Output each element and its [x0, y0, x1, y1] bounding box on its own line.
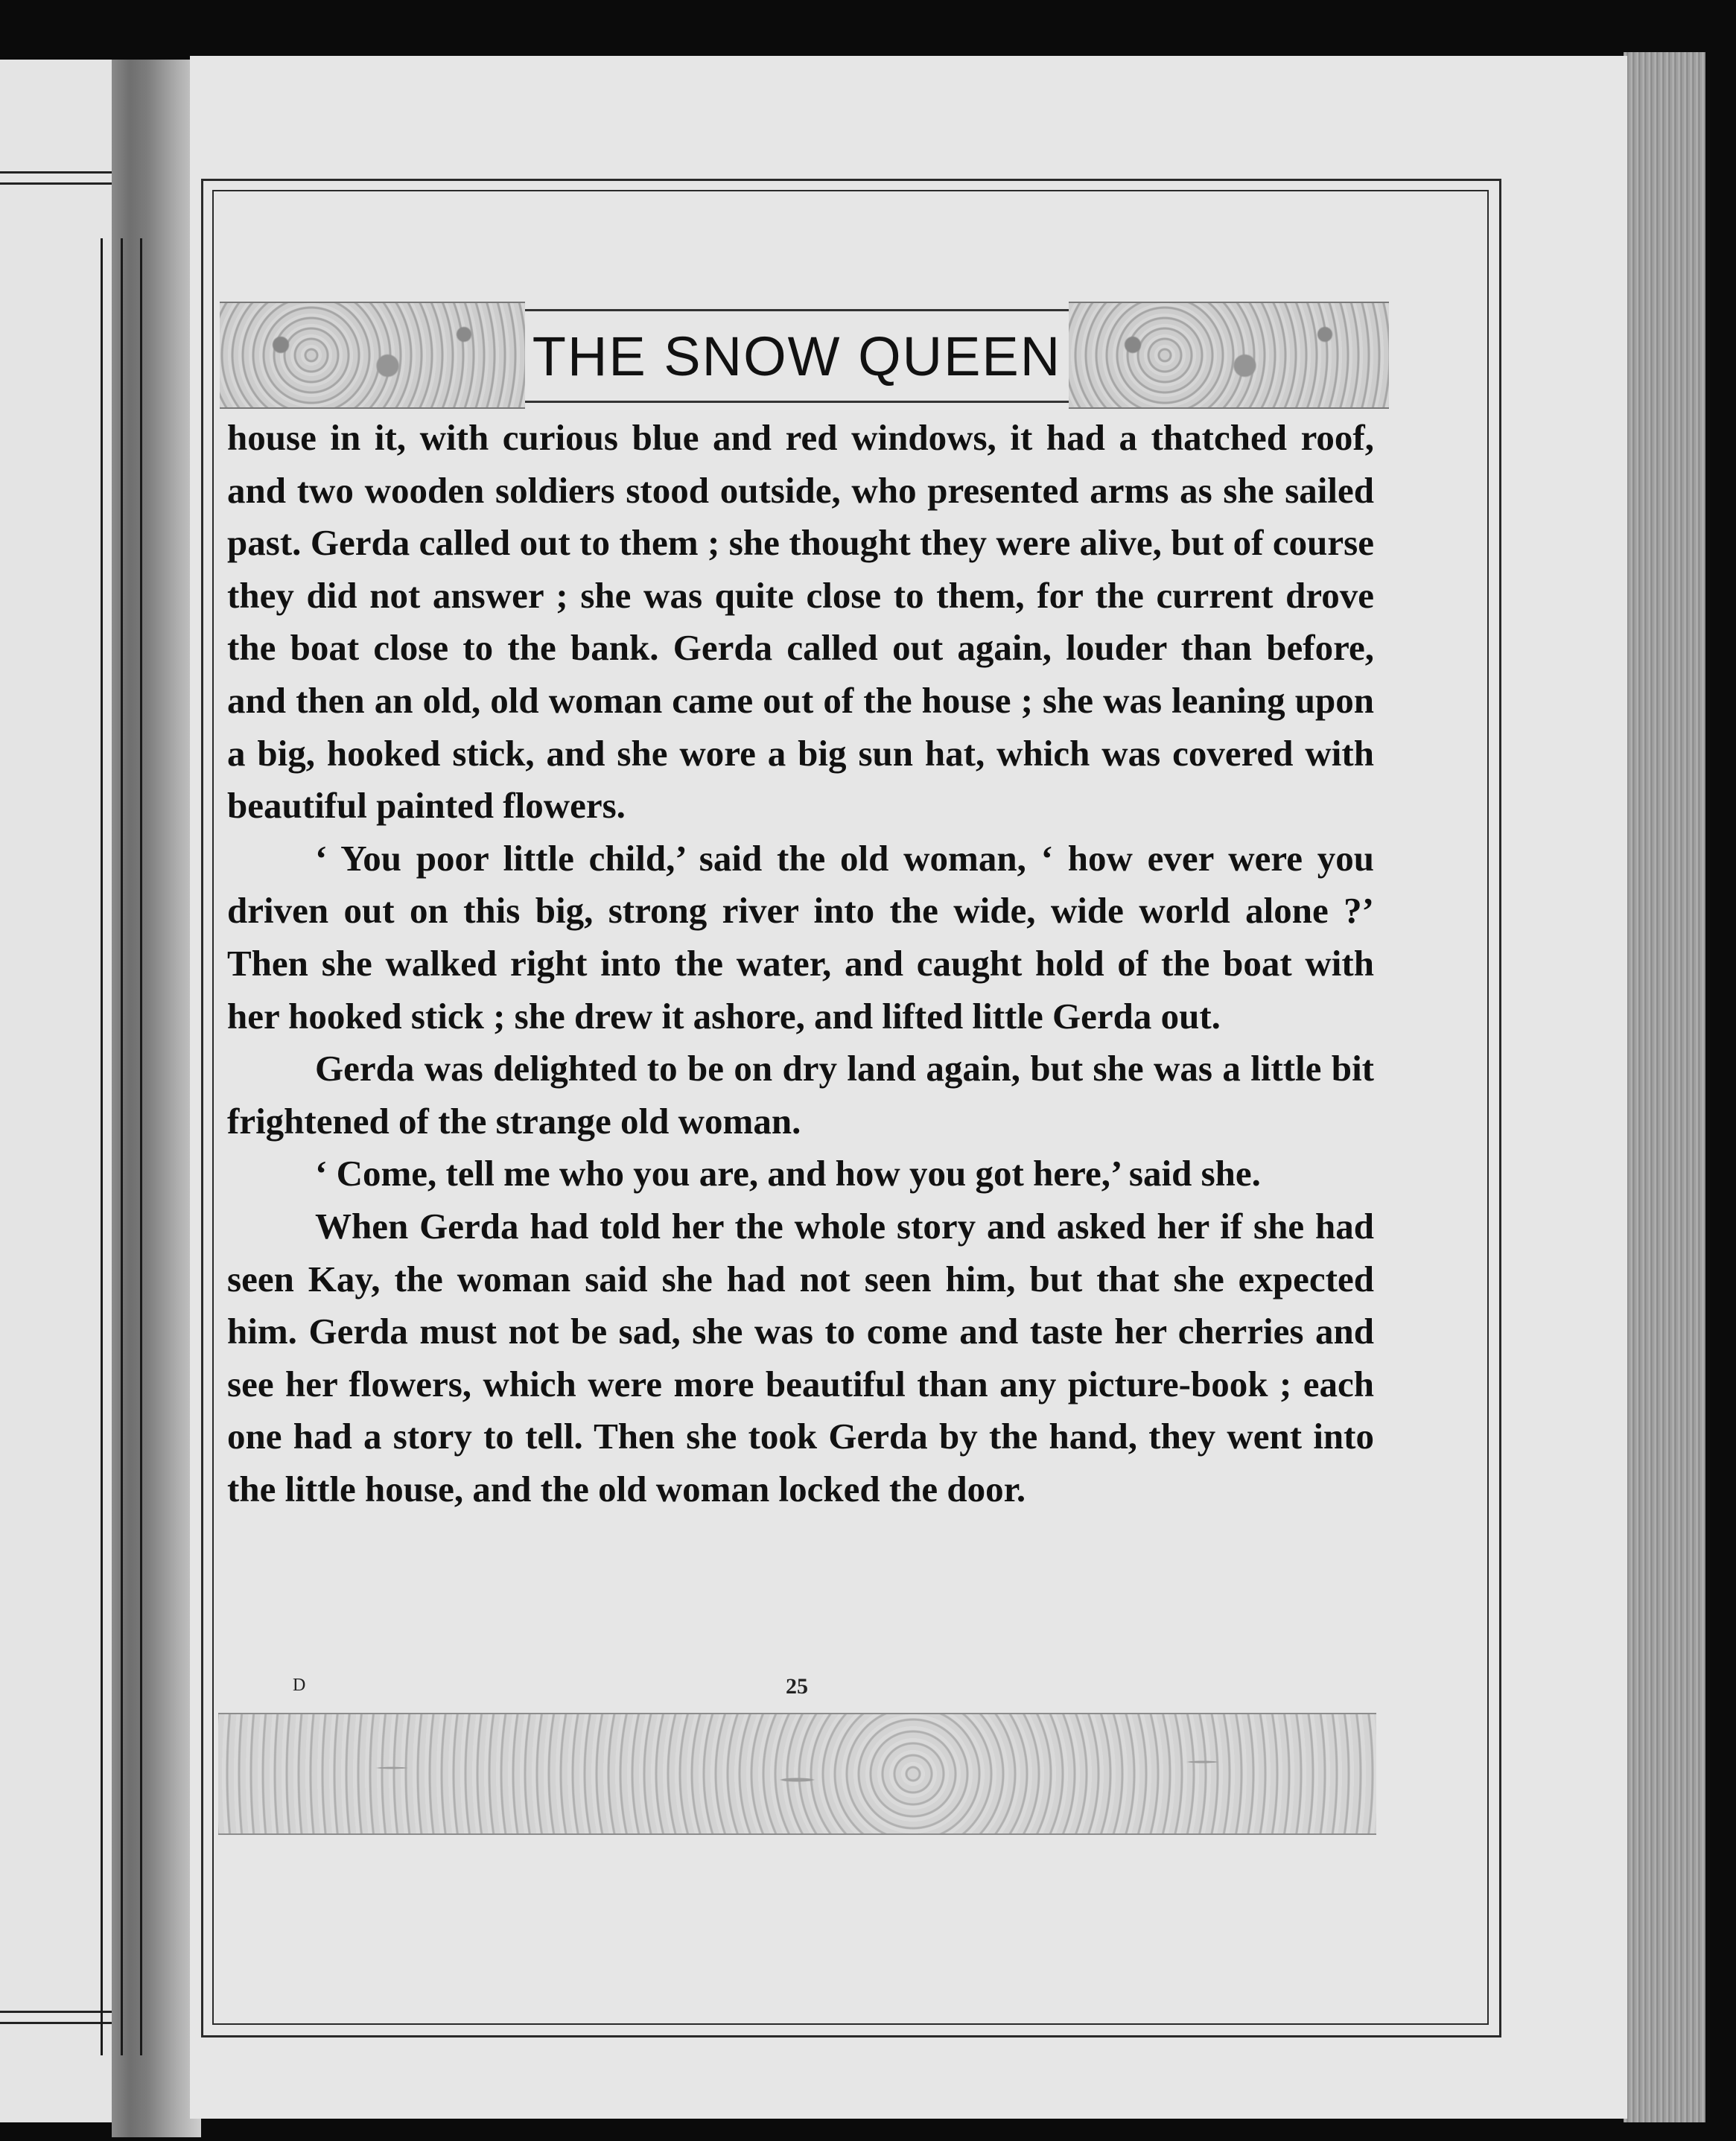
running-head-box: [525, 309, 1069, 403]
paragraph: ‘ Come, tell me who you are, and how you got here,’ said she.: [315, 1153, 1261, 1194]
book-gutter: [112, 60, 201, 2137]
facing-page-rule: [0, 2022, 130, 2024]
facing-page-rule: [0, 2011, 130, 2013]
paragraph: When Gerda had told her the whole story and asked her if she had seen Kay, the woman said she had not seen him, but that she expected him. Gerda must not be sad, she was to come and taste her cherries and see her flowers, which were more beautiful than any picture-book ; each one had a story to tell. Then she took Gerda by the hand, they went into the little house, and the old woman locked the door.: [227, 1205, 1374, 1509]
gutter-rule: [121, 238, 123, 2055]
body-text: [227, 412, 1374, 1515]
facing-page-rule: [0, 171, 130, 174]
gutter-rule: [101, 238, 103, 2055]
page-edges: [1624, 52, 1705, 2122]
facing-page-rule: [0, 182, 130, 185]
running-head: THE SNOW QUEEN: [532, 325, 1062, 387]
facing-page-edge: [0, 60, 130, 2122]
header-ornament-left: [220, 302, 525, 409]
paragraph: house in it, with curious blue and red windows, it had a thatched roof, and two wooden soldiers stood outside, who presented arms as she sailed past. Gerda called out to them ; she thought they were alive, but of course they did not answer ; she was quite close to them, for the current drove the boat close to the bank. Gerda called out again, louder than before, and then an old, old woman came out of the house ; she was leaning upon a big, hooked stick, and she wore a big sun hat, which was covered with beautiful painted flowers.: [227, 417, 1374, 827]
header-band: [220, 302, 1389, 406]
header-ornament-right: [1069, 302, 1389, 409]
gutter-rule: [140, 238, 142, 2055]
paragraph: Gerda was delighted to be on dry land again, but she was a little bit frightened of the strange old woman.: [227, 1048, 1374, 1142]
signature-mark: D: [293, 1676, 306, 1695]
paragraph: ‘ You poor little child,’ said the old woman, ‘ how ever were you driven out on this big, strong river into the wide, wide world alone ?’ Then she walked right into the water, and caught hold of the boat with her hooked stick ; she drew it ashore, and lifted little Gerda out.: [227, 837, 1374, 1037]
footer-ornament: [218, 1713, 1376, 1835]
page-number: 25: [786, 1674, 808, 1699]
